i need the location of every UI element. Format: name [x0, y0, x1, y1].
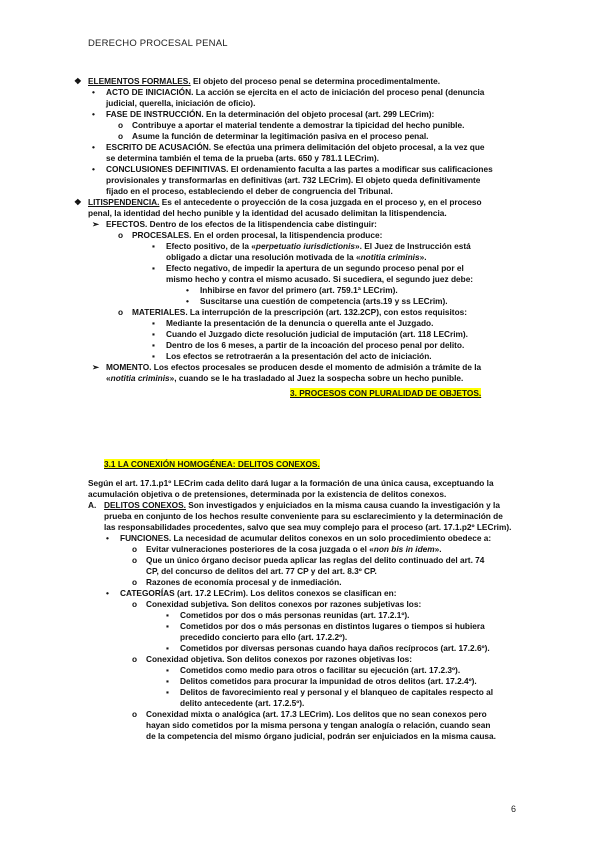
- list-marker: ➢: [92, 219, 99, 229]
- text-segment: El objeto del proceso penal se determina procedimentalmente.: [190, 76, 441, 86]
- text-segment: Es el antecedente o proyección de la cosa juzgada en el proceso y, en el proceso: [159, 197, 482, 207]
- text-segment: Mediante la presentación de la denuncia o querella ante el Juzgado.: [166, 318, 434, 328]
- text-segment: FASE DE INSTRUCCIÓN. En la determinación del objeto procesal (art. 299 LECrim):: [106, 109, 435, 119]
- text-segment: Delitos de favorecimiento real y personal y el blanqueo de capitales respecto al: [180, 687, 494, 697]
- text-line: [180, 632, 347, 643]
- text-line: [104, 500, 500, 511]
- text-line: [146, 599, 421, 610]
- text-segment: Cometidos por diversas personas cuando haya daños recíprocos (art. 17.2.6º).: [180, 643, 490, 653]
- text-segment: Según el art. 17.1.p1º LECrim cada delito dará lugar a la formación de una única causa, exceptuando la: [88, 478, 494, 488]
- text-segment: Conexidad mixta o analógica (art. 17.3 LECrim). Los delitos que no sean conexos pero: [146, 709, 487, 719]
- list-marker: o: [118, 131, 124, 141]
- text-line: [166, 329, 468, 340]
- text-line: [88, 208, 447, 219]
- list-marker: ▪: [166, 665, 169, 675]
- text-segment: hayan sido cometidos por la misma persona y tengan analogía o relación, cuando sean: [146, 720, 491, 730]
- text-segment: delito antecedente (art. 17.2.5º).: [180, 698, 305, 708]
- text-line: [180, 676, 477, 687]
- text-segment: Que un único órgano decisor pueda aplicar las reglas del delito continuado del art. 74: [146, 555, 485, 565]
- text-line: [146, 544, 442, 555]
- list-marker: •: [92, 109, 95, 119]
- list-marker: ▪: [166, 643, 169, 653]
- text-segment: ».: [419, 252, 427, 262]
- text-line: [106, 109, 434, 120]
- text-segment: fijado en el proceso, estableciendo el deber de congruencia del Tribunal.: [106, 186, 393, 196]
- text-line: [166, 263, 464, 274]
- text-line: [146, 731, 496, 742]
- section-3-label: 3. PROCESOS CON PLURALIDAD DE OBJETOS.: [290, 388, 482, 398]
- text-segment: Cuando el Juzgado dicte resolución judicial de imputación (art. 118 LECrim).: [166, 329, 468, 339]
- list-marker: o: [132, 599, 138, 609]
- text-line: [166, 318, 433, 329]
- text-line: [180, 610, 409, 621]
- text-line: [106, 175, 480, 186]
- text-segment: precedido concierto para ello (art. 17.2.2º).: [180, 632, 348, 642]
- text-line: [180, 698, 304, 709]
- text-line: [166, 252, 427, 263]
- text-line: [180, 687, 493, 698]
- list-marker: •: [186, 285, 189, 295]
- text-segment: MATERIALES. La interrupción de la prescripción (art. 132.2CP), con estos requisitos:: [132, 307, 468, 317]
- list-marker: ▪: [166, 610, 169, 620]
- text-line: [88, 478, 494, 489]
- text-segment: las responsabilidades procedentes, salvo que sea muy complejo para el proceso (art. 17.1.p2º LECrim).: [104, 522, 512, 532]
- list-marker: •: [106, 533, 109, 543]
- text-line: [180, 665, 460, 676]
- list-marker: ▪: [152, 329, 155, 339]
- list-marker: ▪: [166, 687, 169, 697]
- text-segment: MOMENTO. Los efectos procesales se producen desde el momento de admisión a trámite de la: [106, 362, 482, 372]
- list-marker: ▪: [166, 621, 169, 631]
- text-segment: ». El Juez de Instrucción está: [355, 241, 471, 251]
- page-header: DERECHO PROCESAL PENAL: [88, 38, 228, 49]
- text-segment: Cometidos por dos o más personas en distintos lugares o tiempos si hubiera: [180, 621, 485, 631]
- text-segment: judicial, querella, iniciación de oficio).: [106, 98, 256, 108]
- text-line: [106, 186, 393, 197]
- text-segment: Efecto negativo, de impedir la apertura de un segundo proceso penal por el: [166, 263, 464, 273]
- text-segment: LITISPENDENCIA.: [88, 197, 160, 207]
- list-marker: ▪: [152, 340, 155, 350]
- list-marker: o: [118, 120, 124, 130]
- text-line: [180, 621, 485, 632]
- text-segment: ACTO DE INICIACIÓN. La acción se ejercita en el acto de iniciación del proceso penal (denuncia: [106, 87, 485, 97]
- text-segment: acumulación objetiva o de pretensiones, determinada por la existencia de delitos conexos.: [88, 489, 447, 499]
- text-segment: de la competencia del mismo órgano judicial, podrán ser enjuiciados en la misma causa.: [146, 731, 496, 741]
- text-segment: Efecto positivo, de la «: [166, 241, 256, 251]
- list-marker: o: [118, 230, 124, 240]
- text-segment: «: [106, 373, 111, 383]
- text-segment: notitia criminis: [360, 252, 420, 262]
- text-line: [166, 340, 464, 351]
- text-segment: Conexidad subjetiva. Son delitos conexos por razones subjetivas los:: [146, 599, 422, 609]
- text-line: [180, 643, 490, 654]
- page-number: 6: [510, 804, 516, 814]
- list-marker: •: [92, 142, 95, 152]
- text-segment: CONCLUSIONES DEFINITIVAS. El ordenamiento faculta a las partes a modificar sus calificaciones: [106, 164, 493, 174]
- text-line: [106, 373, 463, 384]
- section-3-1-label: 3.1 LA CONEXIÓN HOMOGÉNEA: DELITOS CONEXOS.: [104, 459, 320, 469]
- text-line: [200, 296, 448, 307]
- list-marker: o: [132, 555, 138, 565]
- text-segment: Son investigados y enjuiciados en la misma causa cuando la investigación y la: [185, 500, 500, 510]
- text-segment: CATEGORÍAS (art. 17.2 LECrim). Los delitos conexos se clasifican en:: [120, 588, 397, 598]
- text-line: [106, 87, 484, 98]
- text-segment: EFECTOS. Dentro de los efectos de la litispendencia cabe distinguir:: [106, 219, 377, 229]
- list-marker: ▪: [152, 263, 155, 273]
- text-line: [88, 76, 440, 87]
- text-segment: Suscitarse una cuestión de competencia (arts.19 y ss LECrim).: [200, 296, 448, 306]
- list-marker: ▪: [166, 676, 169, 686]
- text-line: [106, 153, 379, 164]
- text-segment: Delitos cometidos para procurar la impunidad de otros delitos (art. 17.2.4º).: [180, 676, 477, 686]
- list-marker: A.: [88, 500, 97, 510]
- text-segment: ESCRITO DE ACUSACIÓN. Se efectúa una primera delimitación del objeto procesal, a la vez que: [106, 142, 485, 152]
- text-line: [106, 98, 255, 109]
- list-marker: ▪: [152, 318, 155, 328]
- text-segment: perpetuatio iurisdictionis: [255, 241, 356, 251]
- text-segment: Cometidos por dos o más personas reunidas (art. 17.2.1º).: [180, 610, 410, 620]
- text-segment: Asume la función de determinar la legitimación pasiva en el proceso penal.: [132, 131, 429, 141]
- text-line: [132, 230, 382, 241]
- text-segment: obligado a dictar una resolución motivada de la «: [166, 252, 361, 262]
- text-segment: mismo hecho y contra el mismo acusado. Si sucediera, el segundo juez debe:: [166, 274, 474, 284]
- text-segment: Conexidad objetiva. Son delitos conexos por razones objetivas los:: [146, 654, 413, 664]
- text-segment: Los efectos se retrotraerán a la presentación del acto de iniciación.: [166, 351, 432, 361]
- list-marker: o: [132, 544, 138, 554]
- text-line: [106, 164, 493, 175]
- text-segment: prueba en conjunto de los hechos resulte conveniente para su esclarecimiento y la determinación de: [104, 511, 503, 521]
- list-marker: o: [132, 709, 138, 719]
- list-marker: ➢: [92, 362, 99, 372]
- text-segment: Razones de economía procesal y de inmediación.: [146, 577, 342, 587]
- list-marker: •: [92, 87, 95, 97]
- list-marker: o: [132, 654, 138, 664]
- text-line: [146, 654, 412, 665]
- text-line: [132, 120, 464, 131]
- text-line: [106, 219, 377, 230]
- text-line: [104, 511, 503, 522]
- text-line: [166, 274, 473, 285]
- list-marker: ▪: [152, 241, 155, 251]
- text-segment: DELITOS CONEXOS.: [104, 500, 186, 510]
- list-marker: ❖: [74, 197, 82, 207]
- list-marker: •: [106, 588, 109, 598]
- text-segment: se determina también el tema de la prueba (arts. 650 y 781.1 LECrim).: [106, 153, 379, 163]
- text-segment: Dentro de los 6 meses, a partir de la incoación del proceso penal por delito.: [166, 340, 465, 350]
- text-segment: », cuando se le ha trasladado al Juez la sospecha sobre un hecho punible.: [169, 373, 464, 383]
- text-segment: FUNCIONES. La necesidad de acumular delitos conexos en un solo procedimiento obedece a:: [120, 533, 492, 543]
- text-line: [88, 197, 482, 208]
- text-segment: PROCESALES. En el orden procesal, la litispendencia produce:: [132, 230, 383, 240]
- text-segment: notitia criminis: [110, 373, 170, 383]
- list-marker: ❖: [74, 76, 82, 86]
- text-line: [120, 588, 396, 599]
- text-line: [132, 307, 467, 318]
- text-line: [166, 241, 471, 252]
- list-marker: •: [92, 164, 95, 174]
- text-line: [146, 577, 342, 588]
- section-3-heading: [290, 388, 481, 399]
- text-line: [200, 285, 398, 296]
- list-marker: o: [118, 307, 124, 317]
- text-line: [146, 555, 484, 566]
- text-segment: provisionales y transformarlas en definitivas (art. 732 LECrim). El objeto queda definitivamente: [106, 175, 481, 185]
- text-line: [132, 131, 428, 142]
- text-segment: Inhibirse en favor del primero (art. 759.1ª LECrim).: [200, 285, 398, 295]
- text-segment: non bis in idem: [373, 544, 435, 554]
- text-segment: Contribuye a aportar el material tendente a demostrar la tipicidad del hecho punible.: [132, 120, 465, 130]
- text-segment: ELEMENTOS FORMALES.: [88, 76, 191, 86]
- text-segment: penal, la identidad del hecho punible y la identidad del acusado delimitan la litispendencia.: [88, 208, 447, 218]
- text-line: [104, 522, 511, 533]
- list-marker: ▪: [152, 351, 155, 361]
- text-segment: CP, del concurso de delitos del art. 77 CP y del art. 8.3º CP.: [146, 566, 377, 576]
- text-line: [88, 489, 446, 500]
- text-line: [106, 142, 485, 153]
- text-line: [106, 362, 481, 373]
- text-line: [146, 720, 490, 731]
- text-line: [146, 709, 487, 720]
- text-line: [166, 351, 432, 362]
- text-segment: ».: [434, 544, 442, 554]
- text-line: [120, 533, 491, 544]
- text-segment: Cometidos como medio para otros o facilitar su ejecución (art. 17.2.3º).: [180, 665, 461, 675]
- list-marker: •: [186, 296, 189, 306]
- text-segment: Evitar vulneraciones posteriores de la cosa juzgada o el «: [146, 544, 374, 554]
- text-line: [146, 566, 377, 577]
- list-marker: o: [132, 577, 138, 587]
- section-3-1-heading: [104, 459, 320, 470]
